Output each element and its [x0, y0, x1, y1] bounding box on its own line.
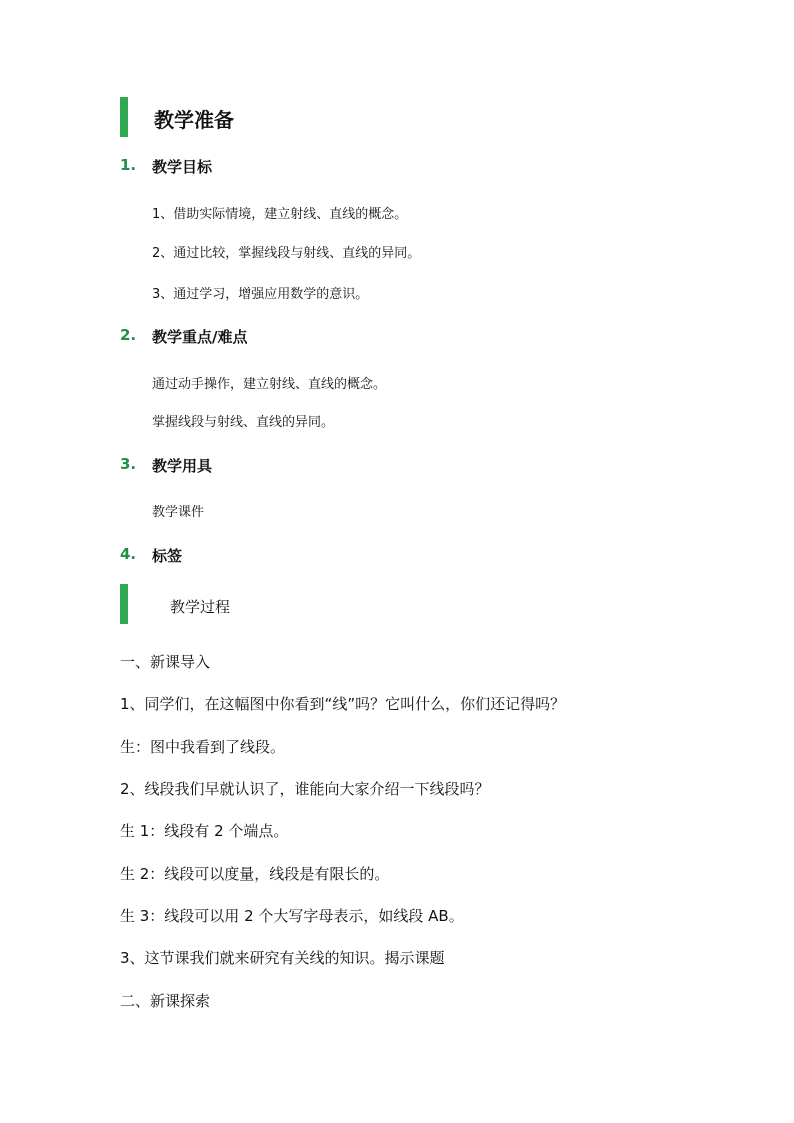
process-line: 一、新课导入	[120, 653, 211, 671]
process-line: 生：图中我看到了线段。	[120, 738, 286, 756]
process-line: 二、新课探索	[120, 992, 211, 1010]
section-title-process: 教学过程	[170, 598, 231, 616]
process-line: 1、同学们，在这幅图中你看到“线”吗？它叫什么，你们还记得吗？	[120, 695, 566, 713]
section-accent-bar	[120, 584, 128, 624]
objective-item: 3、通过学习，增强应用数学的意识。	[152, 287, 369, 302]
section-number: 2.	[120, 326, 137, 344]
subsection-heading: 教学目标	[152, 158, 213, 176]
objective-item: 2、通过比较，掌握线段与射线、直线的异同。	[152, 246, 421, 261]
section-number: 1.	[120, 156, 137, 174]
section-title-prep: 教学准备	[154, 108, 234, 132]
objective-item: 1、借助实际情境，建立射线、直线的概念。	[152, 207, 408, 222]
process-line: 3、这节课我们就来研究有关线的知识。揭示课题	[120, 949, 445, 967]
section-number: 4.	[120, 545, 137, 563]
section-accent-bar	[120, 97, 128, 137]
tool-item: 教学课件	[152, 505, 205, 520]
section-number: 3.	[120, 455, 137, 473]
subsection-heading: 教学用具	[152, 457, 213, 475]
key-point-item: 掌握线段与射线、直线的异同。	[152, 415, 335, 430]
subsection-heading: 标签	[152, 547, 183, 565]
subsection-heading: 教学重点/难点	[152, 328, 248, 346]
key-point-item: 通过动手操作，建立射线、直线的概念。	[152, 377, 387, 392]
process-line: 生 3：线段可以用 2 个大写字母表示，如线段 AB。	[120, 907, 464, 925]
process-line: 生 1：线段有 2 个端点。	[120, 822, 289, 840]
process-line: 2、线段我们早就认识了，谁能向大家介绍一下线段吗？	[120, 780, 490, 798]
process-line: 生 2：线段可以度量，线段是有限长的。	[120, 865, 390, 883]
